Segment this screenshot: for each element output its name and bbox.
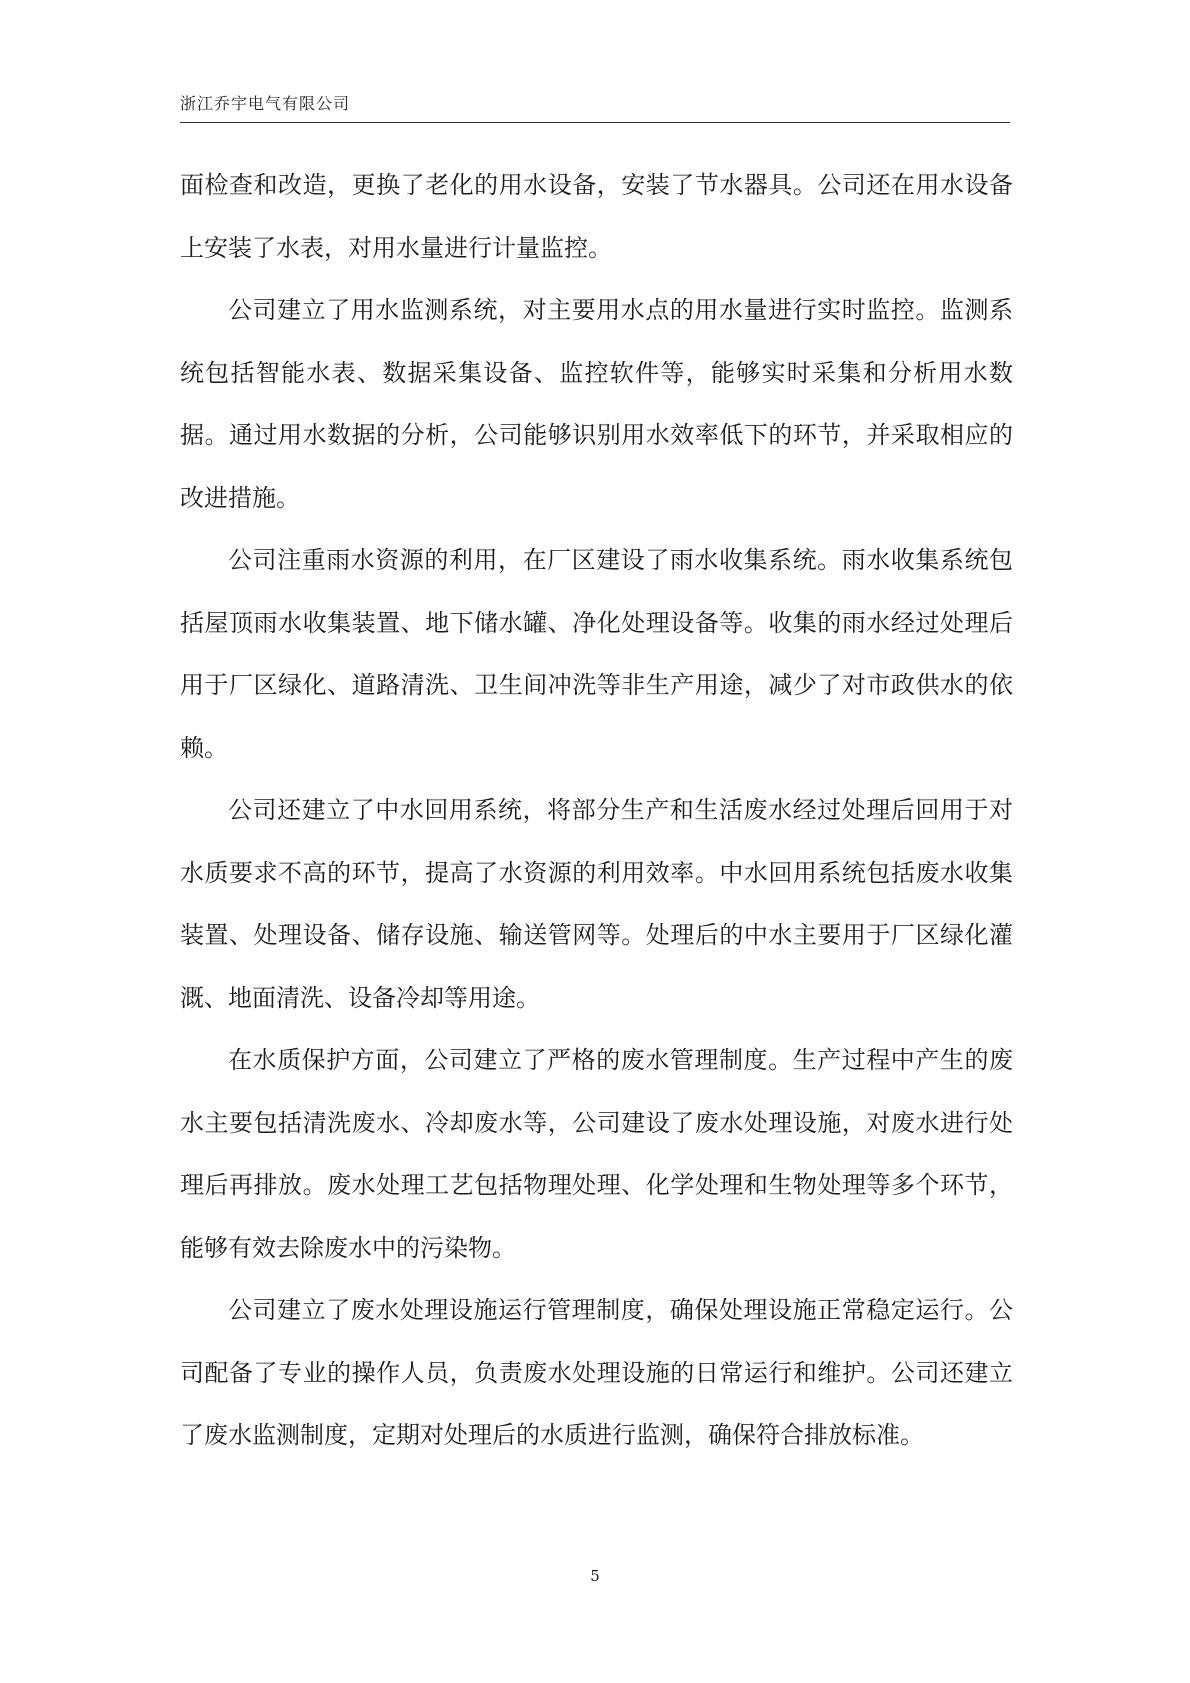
header-company-name: 浙江乔宇电气有限公司 [180,94,351,113]
paragraph-rainwater-collection: 公司注重雨水资源的利用，在厂区建设了雨水收集系统。雨水收集系统包括屋顶雨水收集装置、地下储水罐、净化处理设备等。收集的雨水经过处理后用于厂区绿化、道路清洗、卫生间冲洗等非生产用途，减少了对市政供水的依赖。 [180,546,1013,762]
paragraph-reclaimed-water: 公司还建立了中水回用系统，将部分生产和生活废水经过处理后回用于对水质要求不高的环节，提高了水资源的利用效率。中水回用系统包括废水收集装置、处理设备、储存设施、输送管网等。处理后的中水主要用于厂区绿化灌溉、地面清洗、设备冷却等用途。 [180,796,1013,1012]
paragraph-wastewater-management: 在水质保护方面，公司建立了严格的废水管理制度。生产过程中产生的废水主要包括清洗废水、冷却废水等，公司建设了废水处理设施，对废水进行处理后再排放。废水处理工艺包括物理处理、化学处理和生物处理等多个环节，能够有效去除废水中的污染物。 [180,1046,1013,1262]
paragraph-continued: 面检查和改造，更换了老化的用水设备，安装了节水器具。公司还在用水设备上安装了水表，对用水量进行计量监控。 [180,171,1013,262]
paragraph-water-monitoring: 公司建立了用水监测系统，对主要用水点的用水量进行实时监控。监测系统包括智能水表、数据采集设备、监控软件等，能够实时采集和分析用水数据。通过用水数据的分析，公司能够识别用水效率低下的环节，并采取相应的改进措施。 [180,296,1013,512]
document-body [180,154,1013,1467]
page-header [180,88,1010,123]
paragraph-treatment-operation: 公司建立了废水处理设施运行管理制度，确保处理设施正常稳定运行。公司配备了专业的操作人员，负责废水处理设施的日常运行和维护。公司还建立了废水监测制度，定期对处理后的水质进行监测，确保符合排放标准。 [180,1296,1013,1449]
page-number: 5 [590,1567,600,1585]
